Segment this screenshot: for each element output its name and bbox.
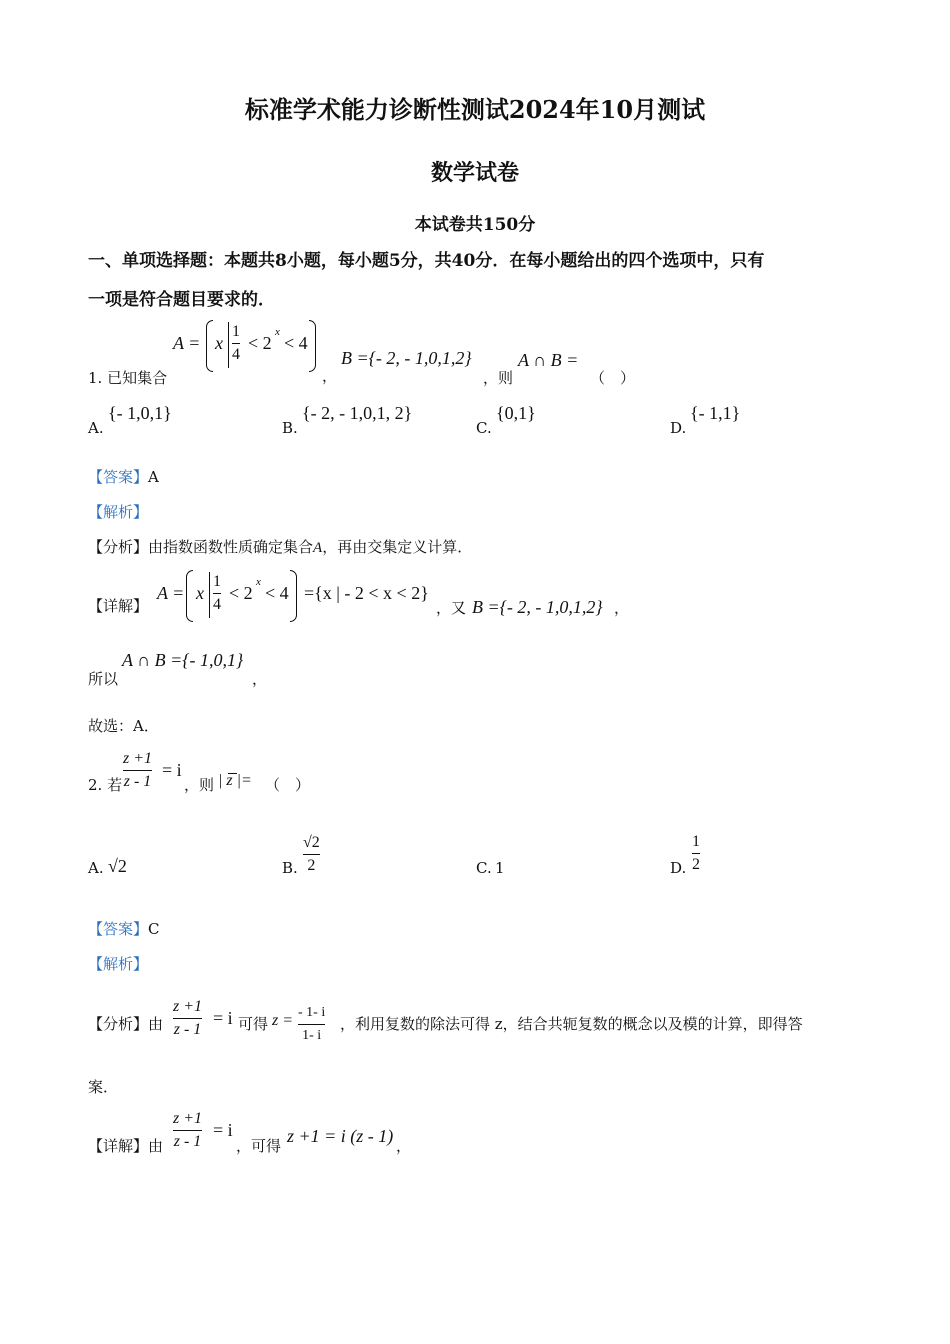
fenxi-set: A: [313, 540, 323, 556]
total-score: 本试卷共150分: [414, 215, 536, 235]
q1-option-a-value: {- 1,0,1}: [108, 403, 172, 423]
q2-xj-kede: ，可得: [236, 1137, 282, 1155]
q1-option-d-label: D.: [670, 419, 687, 437]
xj-you: 由: [148, 1137, 164, 1155]
denominator: 4: [213, 596, 221, 613]
answer-value: C: [148, 920, 160, 938]
q1-xj-lhs: A =: [157, 583, 185, 603]
numerator: z +1: [123, 750, 153, 767]
q2-option-c-label: C.: [476, 859, 492, 877]
q1-option-d-value: {- 1,1}: [690, 403, 741, 423]
q2-fenxi-fraction: [173, 998, 202, 1038]
q1-xj-fraction: [213, 573, 221, 613]
q2-fraction: [123, 750, 152, 790]
q2-xj-fraction: [173, 1110, 202, 1150]
xiangjie-tag: 【详解】: [88, 1137, 149, 1155]
q2-fenxi-kede: 可得: [238, 1015, 269, 1033]
q1-paren: （ ）: [590, 369, 636, 387]
answer-tag: 【答案】: [88, 920, 149, 938]
denominator: 2: [692, 856, 700, 873]
q2-jiexi-tag: 【解析】: [88, 955, 149, 973]
left-brace: [206, 320, 213, 372]
q1-xj-x: x: [196, 583, 204, 603]
q1-x: x: [215, 333, 223, 353]
q2-stem: 2. 若: [88, 776, 123, 794]
conjugate-bar: [228, 773, 237, 774]
divider-bar: [228, 322, 229, 368]
q2-answer: [88, 918, 160, 939]
q2-abs: | z |=: [218, 772, 252, 789]
fenxi-you: 由: [148, 1015, 164, 1033]
section-heading-line1: 一、单项选择题：本题共8小题，每小题5分，共40分．在每小题给出的四个选项中，只有: [88, 251, 765, 271]
q2-fenxi-fraction-2: [298, 1004, 325, 1044]
subject-title: 数学试卷: [430, 160, 519, 186]
fenxi-text-2: ，再由交集定义计算．: [322, 538, 473, 556]
q1-option-b-label: B.: [282, 419, 298, 437]
exam-title: 标准学术能力诊断性测试2024年10月测试: [244, 95, 706, 124]
q1-fraction: [232, 323, 240, 363]
q2-xj-expr: z +1 = i (z - 1): [287, 1126, 394, 1146]
q1-option-b-value: {- 2, - 1,0,1, 2}: [302, 403, 413, 423]
q1-exp: x: [275, 326, 280, 338]
q2-fenxi-rest: ，利用复数的除法可得 z，结合共轭复数的概念以及模的计算，即得答: [340, 1015, 803, 1033]
denominator: 4: [232, 346, 240, 363]
q1-answer: [88, 466, 159, 487]
q1-suoyi: 所以: [88, 670, 119, 688]
divider-bar: [209, 572, 210, 618]
q2-paren: （ ）: [265, 776, 311, 794]
denominator: z - 1: [173, 1021, 202, 1038]
q1-option-c-label: C.: [476, 419, 492, 437]
denominator: z - 1: [123, 773, 152, 790]
q1-xiangjie-tag: 【详解】: [88, 597, 149, 615]
q1-ineq-end: < 4: [284, 333, 308, 353]
q1-suoyi-expr: A ∩ B ={- 1,0,1}: [122, 650, 244, 670]
answer-value: A: [148, 468, 159, 486]
q2-fenxi-rest-2: 案．: [88, 1078, 119, 1096]
q1-option-a-label: A.: [88, 419, 104, 437]
denominator: 2: [307, 857, 316, 874]
section-heading-line2: 一项是符合题目要求的．: [88, 290, 275, 310]
q1-suoyi-comma: ，: [252, 670, 268, 688]
numerator: z +1: [173, 1110, 203, 1127]
numerator: 1: [232, 323, 240, 340]
fenxi-tag: 【分析】: [88, 538, 149, 556]
numerator: - 1- i: [298, 1005, 326, 1020]
q1-stem: 1. 已知集合: [88, 369, 168, 387]
q2-xj-eq: = i: [213, 1120, 233, 1140]
q2-eq-i: = i: [162, 760, 182, 780]
q2-option-b-label: B.: [282, 859, 298, 877]
q1-xj-you: ，又: [436, 599, 467, 617]
q1-ineq: < 2: [248, 333, 272, 353]
q2-option-d-value: [692, 833, 700, 873]
q2-option-c-value: 1: [495, 859, 505, 877]
q1-jiexi-tag: 【解析】: [88, 503, 149, 521]
q1-xj-exp: x: [256, 576, 261, 588]
numerator: √2: [303, 834, 320, 851]
q1-option-c-value: {0,1}: [496, 403, 536, 423]
q1-set-a-lhs: A =: [173, 333, 201, 353]
fenxi-tag: 【分析】: [88, 1015, 149, 1033]
q1-fenxi: [88, 536, 472, 557]
q2-fenxi-eq: = i: [213, 1008, 233, 1028]
q2-option-b-value: [303, 834, 320, 874]
q2-option-a-label: A.: [88, 859, 104, 877]
q1-xj-b: B ={- 2, - 1,0,1,2}: [472, 597, 603, 617]
q2-xiangjie-tag: [88, 1135, 163, 1156]
q2-option-a-value: √2: [108, 856, 127, 876]
q1-ask: A ∩ B =: [518, 350, 579, 370]
q1-set-b: B ={- 2, - 1,0,1,2}: [341, 348, 472, 368]
q1-guxuan: 故选：A．: [88, 717, 159, 735]
q2-xj-comma: ，: [396, 1137, 412, 1155]
q2-fenxi-tag: [88, 1013, 163, 1034]
answer-tag: 【答案】: [88, 468, 149, 486]
q2-option-d-label: D.: [670, 859, 687, 877]
numerator: 1: [692, 833, 700, 850]
right-brace: [309, 320, 316, 372]
numerator: 1: [213, 573, 221, 590]
denominator: z - 1: [173, 1133, 202, 1150]
q1-xj-ineq: < 2: [229, 583, 253, 603]
q2-then: ，则: [184, 776, 215, 794]
right-brace: [290, 570, 297, 622]
denominator: 1- i: [302, 1028, 322, 1043]
q1-comma: ，: [322, 367, 338, 385]
fenxi-text: 由指数函数性质确定集合: [148, 538, 314, 556]
q1-xj-ineq-end: < 4: [265, 583, 289, 603]
q1-then: ，则: [483, 369, 514, 387]
q1-xj-eq: ={x | - 2 < x < 2}: [304, 583, 429, 603]
left-brace: [186, 570, 193, 622]
numerator: z +1: [173, 998, 203, 1015]
q1-xj-comma: ，: [614, 599, 630, 617]
q2-fenxi-z: z =: [272, 1012, 294, 1029]
